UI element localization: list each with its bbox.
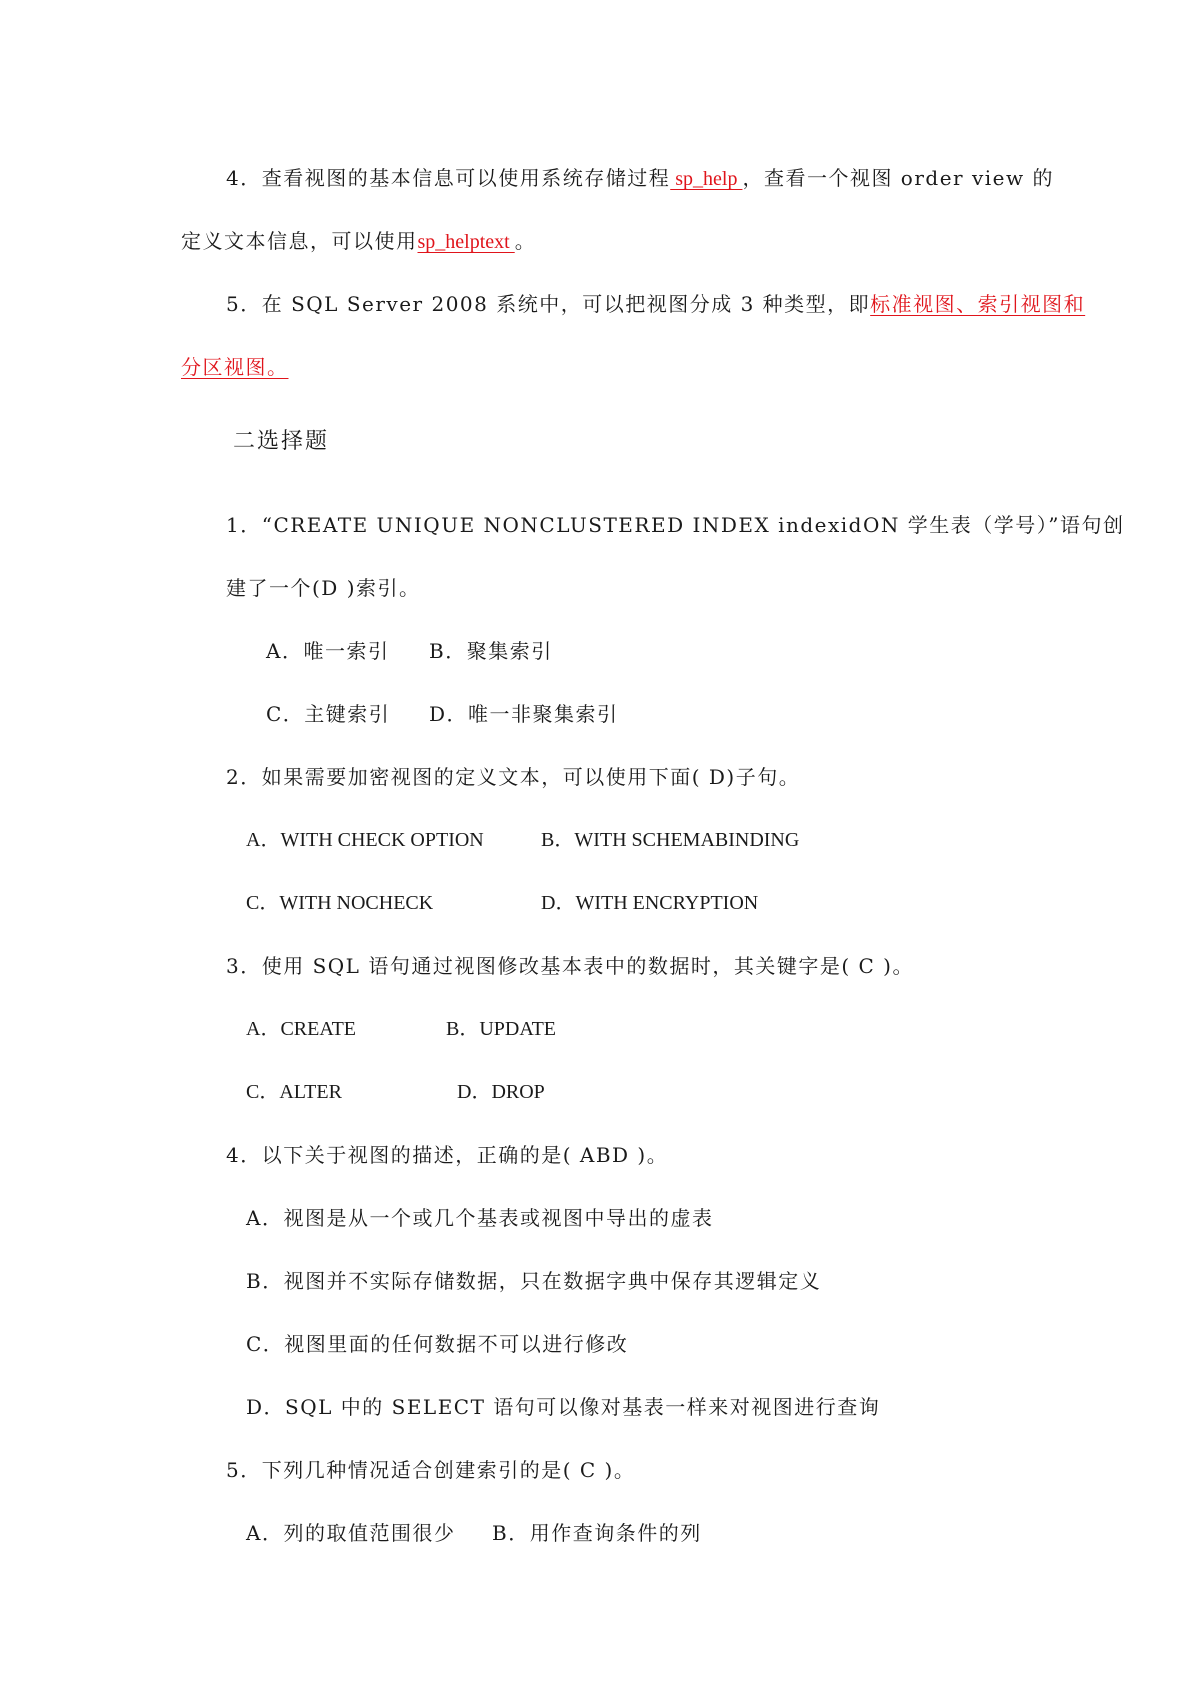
fill-q5-line1 (226, 290, 1085, 318)
choice-q5-option-a: A．列的取值范围很少 (246, 1521, 456, 1545)
choice-q3-stem: 3．使用 SQL 语句通过视图修改基本表中的数据时，其关键字是( C )。 (226, 954, 914, 978)
section-heading: 二选择题 (233, 429, 330, 454)
choice-q1-stem-line2: 建了一个(D )索引。 (226, 576, 421, 600)
choice-q4-option-a: A．视图是从一个或几个基表或视图中导出的虚表 (246, 1206, 714, 1230)
choice-q2-option-d: D．WITH ENCRYPTION (541, 892, 759, 914)
choice-q1-stem-line1: 1．“CREATE UNIQUE NONCLUSTERED INDEX indexidON 学生表（学号）”语句创 (226, 513, 1125, 537)
choice-q2-option-a: A．WITH CHECK OPTION (246, 829, 484, 851)
choice-q3-option-a: A．CREATE (246, 1018, 356, 1040)
fill-q4-answer-sp-help: sp_help (670, 168, 743, 190)
choice-q4-option-b: B．视图并不实际存储数据，只在数据字典中保存其逻辑定义 (246, 1269, 822, 1293)
choice-q4-stem: 4．以下关于视图的描述，正确的是( ABD )。 (226, 1143, 669, 1167)
fill-q5-answer-1: 标准视图、索引视图和 (870, 292, 1086, 316)
choice-q5-option-b: B．用作查询条件的列 (492, 1521, 702, 1545)
choice-q3-option-d: D．DROP (457, 1081, 545, 1103)
fill-q5-answer-2: 分区视图。 (181, 355, 289, 379)
choice-q4-option-d: D．SQL 中的 SELECT 语句可以像对基表一样来对视图进行查询 (246, 1395, 881, 1419)
choice-q2-option-c: C．WITH NOCHECK (246, 892, 434, 914)
fill-q4-text-cont: ，查看一个视图 order view 的 (742, 166, 1054, 190)
choice-q2-option-b: B．WITH SCHEMABINDING (541, 829, 800, 851)
choice-q3-option-b: B．UPDATE (446, 1018, 557, 1040)
choice-q1-option-b: B．聚集索引 (429, 639, 553, 663)
fill-q4-answer-sp-helptext: sp_helptext (417, 231, 515, 253)
fill-q5-text: 5．在 SQL Server 2008 系统中，可以把视图分成 3 种类型，即 (226, 292, 871, 316)
fill-q4-text-2: 定义文本信息，可以使用 (181, 229, 418, 253)
fill-q4-line1 (226, 164, 1054, 193)
choice-q4-option-c: C．视图里面的任何数据不可以进行修改 (246, 1332, 629, 1356)
choice-q1-option-a: A．唯一索引 (266, 639, 390, 663)
choice-q3-option-c: C．ALTER (246, 1081, 342, 1103)
fill-q4-text: 4．查看视图的基本信息可以使用系统存储过程 (226, 166, 671, 190)
choice-q5-stem: 5．下列几种情况适合创建索引的是( C )。 (226, 1458, 636, 1482)
fill-q4-line2 (181, 227, 536, 256)
choice-q2-stem: 2．如果需要加密视图的定义文本，可以使用下面( D)子句。 (226, 765, 801, 789)
choice-q1-option-d: D．唯一非聚集索引 (429, 702, 619, 726)
fill-q5-line2 (181, 353, 289, 381)
fill-q4-end: 。 (514, 229, 537, 253)
choice-q1-option-c: C．主键索引 (266, 702, 391, 726)
